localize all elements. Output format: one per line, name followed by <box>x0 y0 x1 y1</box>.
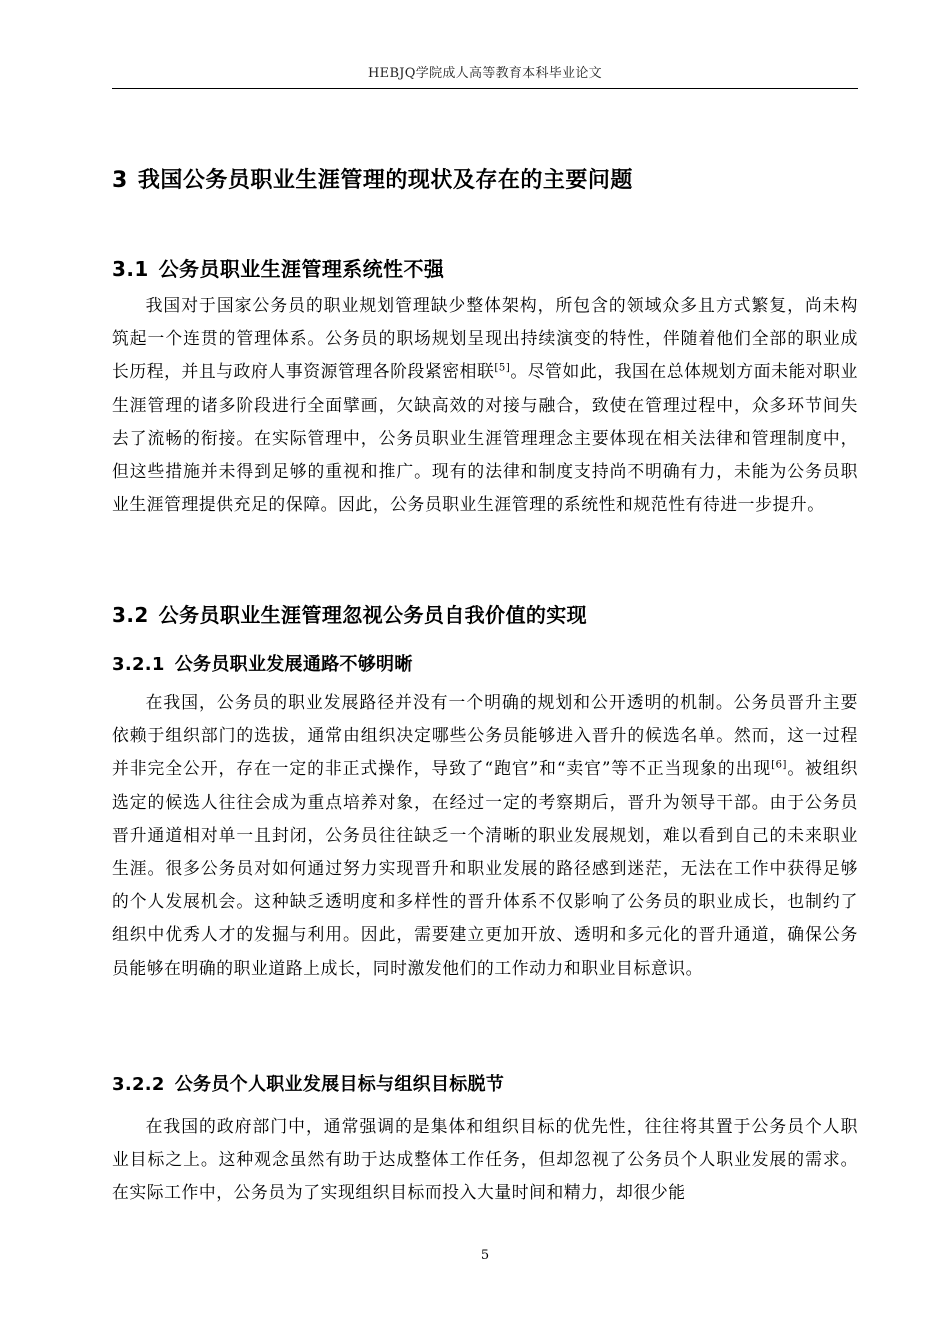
paragraph-3-2-2: 在我国的政府部门中，通常强调的是集体和组织目标的优先性，往往将其置于公务员个人职业目标之上。这种观念虽然有助于达成整体工作任务，但却忽视了公务员个人职业发展的需求。在实际工作中，公务员为了实现组织目标而投入大量时间和精力，却很少能 <box>112 1116 858 1203</box>
subsection-title: 公务员个人职业发展目标与组织目标脱节 <box>174 1074 505 1095</box>
section-number: 3.1 <box>112 257 149 281</box>
section-title: 公务员职业生涯管理系统性不强 <box>158 257 445 281</box>
subsection-heading-3-2-2 <box>112 1070 858 1096</box>
section-heading-3-2 <box>112 599 858 628</box>
section-title: 公务员职业生涯管理忽视公务员自我价值的实现 <box>158 603 588 627</box>
page-number: 5 <box>480 1248 490 1263</box>
paragraph-text: 。被组织选定的候选人往往会成为重点培养对象，在经过一定的考察期后，晋升为领导干部。由于公务员晋升通道相对单一且封闭，公务员往往缺乏一个清晰的职业发展规划，难以看到自己的未来职业生涯。很多公务员对如何通过努力实现晋升和职业发展的路径感到迷茫，无法在工作中获得足够的个人发展机会。这种缺乏透明度和多样性的晋升体系不仅影响了公务员的职业成长，也制约了组织中优秀人才的发掘与利用。因此，需要建立更加开放、透明和多元化的晋升通道，确保公务员能够在明确的职业道路上成长，同时激发他们的工作动力和职业目标意识。 <box>112 758 859 978</box>
citation: [5] <box>494 362 511 374</box>
citation: [6] <box>771 759 788 771</box>
paragraph-text: 。尽管如此，我国在总体规划方面未能对职业生涯管理的诸多阶段进行全面擘画，欠缺高效的对接与融合，致使在管理过程中，众多环节间失去了流畅的衔接。在实际管理中，公务员职业生涯管理理念主要体现在相关法律和管理制度中，但这些措施并未得到足够的重视和推广。现有的法律和制度支持尚不明确有力，未能为公务员职业生涯管理提供充足的保障。因此，公务员职业生涯管理的系统性和规范性有待进一步提升。 <box>112 361 858 515</box>
chapter-heading <box>112 163 858 194</box>
running-header: HEBJQ学院成人高等教育本科毕业论文 <box>368 66 602 81</box>
paragraph-text: 在我国，公务员的职业发展路径并没有一个明确的规划和公开透明的机制。公务员晋升主要依赖于组织部门的选拔，通常由组织决定哪些公务员能够进入晋升的候选名单。然而，这一过程并非完全公开，存在一定的非正式操作，导致了“跑官”和“卖官”等不正当现象的出现 <box>112 692 858 779</box>
subsection-number: 3.2.2 <box>112 1074 165 1095</box>
paragraph-3-2-1 <box>112 686 858 985</box>
subsection-number: 3.2.1 <box>112 654 165 675</box>
chapter-number: 3 <box>112 168 128 193</box>
header-rule <box>112 88 858 89</box>
subsection-heading-3-2-1 <box>112 650 858 676</box>
section-number: 3.2 <box>112 603 149 627</box>
section-heading-3-1 <box>112 253 858 282</box>
paragraph-3-1 <box>112 289 858 521</box>
subsection-title: 公务员职业发展通路不够明晰 <box>174 654 413 675</box>
chapter-title: 我国公务员职业生涯管理的现状及存在的主要问题 <box>137 168 633 193</box>
paragraph-text: 我国对于国家公务员的职业规划管理缺少整体架构，所包含的领域众多且方式繁复，尚未构筑起一个连贯的管理体系。公务员的职场规划呈现出持续演变的特性，伴随着他们全部的职业成长历程，并且与政府人事资源管理各阶段紧密相联 <box>112 295 858 382</box>
